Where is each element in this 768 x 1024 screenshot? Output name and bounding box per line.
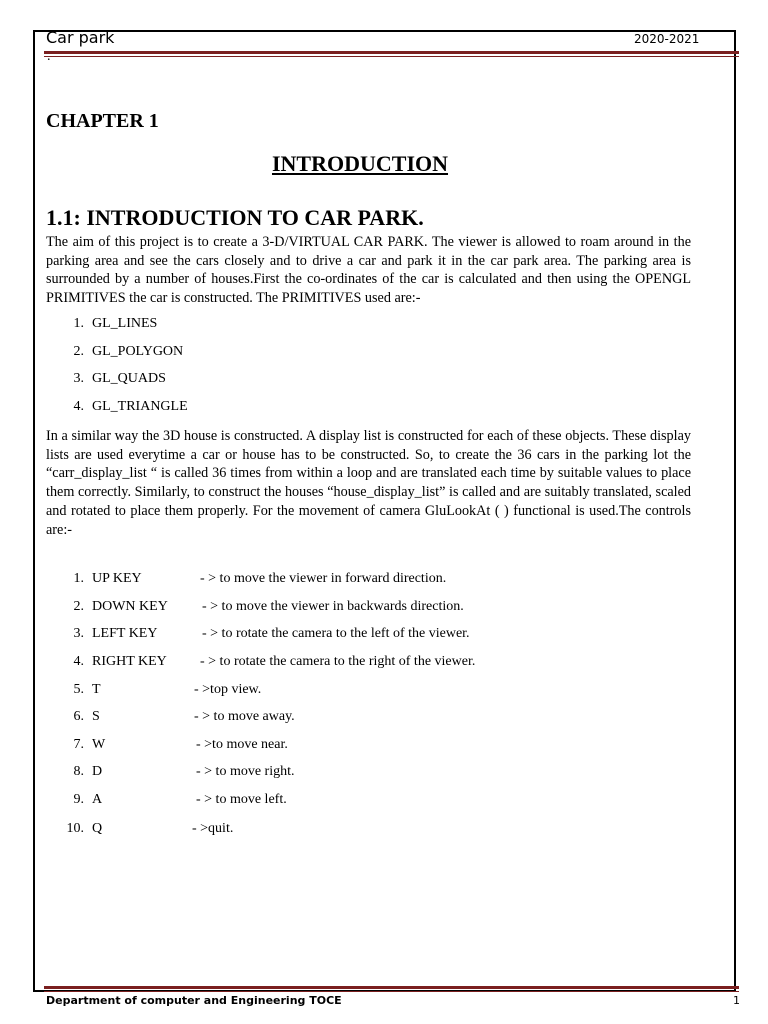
control-key: UP KEY	[92, 571, 142, 586]
list-number: 4.	[73, 654, 84, 669]
primitive-label: GL_LINES	[92, 316, 158, 331]
section-heading: 1.1: INTRODUCTION TO CAR PARK.	[46, 205, 424, 230]
list-number: 8.	[73, 764, 84, 779]
control-key: LEFT KEY	[92, 626, 158, 641]
list-number: 9.	[73, 792, 84, 807]
control-key: DOWN KEY	[92, 599, 168, 614]
header-rule-thin	[44, 56, 739, 57]
control-description: - > to move the viewer in backwards direction.	[202, 599, 464, 614]
list-number: 5.	[73, 682, 84, 697]
control-description: - >top view.	[194, 682, 262, 697]
control-description: - >to move near.	[196, 737, 288, 752]
list-number: 6.	[73, 709, 84, 724]
control-key: RIGHT KEY	[92, 654, 167, 669]
control-key: W	[92, 737, 106, 752]
primitive-label: GL_QUADS	[92, 371, 166, 386]
control-description: - > to move away.	[194, 709, 295, 724]
chapter-label: CHAPTER 1	[46, 110, 159, 132]
list-number: 2.	[73, 599, 84, 614]
header-rule-thick	[44, 51, 739, 54]
control-key: D	[92, 764, 103, 779]
intro-paragraph: The aim of this project is to create a 3-D/VIRTUAL CAR PARK. The viewer is allowed to roam around in the parking area and see the cars closely and to drive a car and park it in the car park area. The parking area is surrounded by a number of houses.First the co-ordinates of the car is calculated and then using the OPENGL PRIMITIVES the car is constructed. The PRIMITIVES used are:-	[46, 234, 691, 307]
control-description: - > to rotate the camera to the right of the viewer.	[200, 654, 476, 669]
list-number: 7.	[73, 737, 84, 752]
list-number: 3.	[73, 371, 84, 386]
control-key: S	[92, 709, 100, 724]
list-number: 2.	[73, 344, 84, 359]
control-key: T	[92, 682, 101, 697]
control-key: A	[92, 792, 103, 807]
footer-department: Department of computer and Engineering TOCE	[46, 994, 342, 1007]
control-key: Q	[92, 821, 103, 836]
introduction-heading: INTRODUCTION	[271, 151, 449, 176]
header-dot: .	[47, 49, 51, 64]
primitive-label: GL_POLYGON	[92, 344, 184, 359]
header-year: 2020-2021	[634, 32, 700, 46]
control-description: - > to move right.	[196, 764, 295, 779]
footer-rule-thin	[44, 991, 739, 992]
control-description: - > to move the viewer in forward direction.	[200, 571, 447, 586]
control-description: - >quit.	[192, 821, 234, 836]
display-list-paragraph: In a similar way the 3D house is constructed. A display list is constructed for each of these objects. These display lists are used everytime a car or house has to be constructed. So, to create the 36 cars in the parking lot the “carr_display_list “ is called 36 times from within a loop and are translated each time by suitable values to place them correctly. Similarly, to construct the houses “house_display_list” is called and are suitably translated, scaled and rotated to place them properly. For the movement of camera GluLookAt ( ) functional is used.The controls are:-	[46, 428, 691, 538]
control-description: - > to rotate the camera to the left of the viewer.	[202, 626, 470, 641]
primitive-label: GL_TRIANGLE	[92, 399, 188, 414]
list-number: 1.	[73, 316, 84, 331]
list-number: 4.	[73, 399, 84, 414]
header-title: Car park	[46, 28, 115, 47]
list-number: 10.	[66, 821, 84, 836]
list-number: 3.	[73, 626, 84, 641]
page-number: 1	[733, 994, 740, 1007]
footer-rule-thick	[44, 986, 739, 989]
list-number: 1.	[73, 571, 84, 586]
control-description: - > to move left.	[196, 792, 287, 807]
